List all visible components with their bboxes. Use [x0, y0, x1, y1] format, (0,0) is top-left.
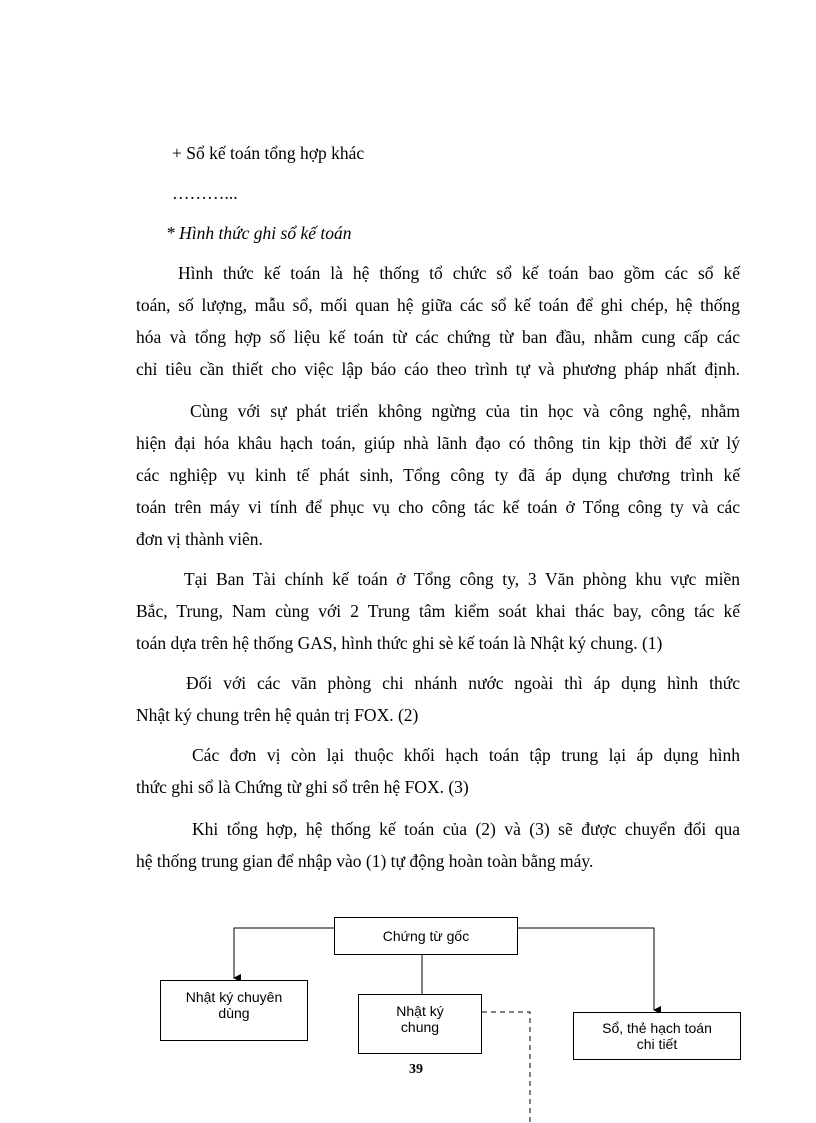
- paragraph-2-line-2: hiện đại hóa khâu hạch toán, giúp nhà lãnh đạo có thông tin kịp thời để xử lý: [136, 433, 740, 453]
- paragraph-1-line-2: toán, số lượng, mẫu sổ, mối quan hệ giữa các sổ kế toán để ghi chép, hệ thống: [136, 295, 740, 315]
- connector-root-to-right: [517, 928, 654, 1010]
- paragraph-4-line-1: Đối với các văn phòng chi nhánh nước ngoài thì áp dụng hình thức: [186, 673, 740, 693]
- paragraph-1-line-1: Hình thức kế toán là hệ thống tổ chức sổ kế toán bao gồm các sổ kế: [178, 263, 740, 283]
- paragraph-3-line-3: toán dựa trên hệ thống GAS, hình thức ghi sè kế toán là Nhật ký chung. (1): [136, 633, 663, 653]
- paragraph-3-line-2: Bắc, Trung, Nam cùng với 2 Trung tâm kiểm soát khai thác bay, công tác kế: [136, 601, 740, 621]
- paragraph-2-line-3: các nghiệp vụ kinh tế phát sinh, Tổng công ty đã áp dụng chương trình kế: [136, 465, 740, 485]
- paragraph-1-line-3: hóa và tổng hợp số liệu kế toán từ các chứng từ ban đầu, nhằm cung cấp các: [136, 327, 740, 347]
- paragraph-2-line-1: Cùng với sự phát triển không ngừng của tin học và công nghệ, nhằm: [190, 401, 740, 421]
- paragraph-3-line-1: Tại Ban Tài chính kế toán ở Tổng công ty, 3 Văn phòng khu vực miền: [184, 569, 740, 589]
- box-so-the-hach-toan: [573, 1012, 741, 1060]
- paragraph-2-line-5: đơn vị thành viên.: [136, 529, 263, 549]
- section-heading: * Hình thức ghi sổ kế toán: [166, 223, 352, 243]
- list-item-so-ke-toan: + Sổ kế toán tổng hợp khác: [172, 143, 365, 163]
- paragraph-2-line-4: toán trên máy vi tính để phục vụ cho công tác kế toán ở Tổng công ty và các: [136, 497, 740, 517]
- dashed-connector-middle: [482, 1012, 530, 1123]
- box-nhat-ky-chuyen-dung: [160, 980, 308, 1041]
- paragraph-4-line-2: Nhật ký chung trên hệ quản trị FOX. (2): [136, 705, 419, 725]
- connector-root-to-left: [234, 928, 334, 978]
- box-chung-tu-goc-label: Chứng từ gốc: [382, 928, 470, 944]
- box-middle-line-1: Nhật ký: [396, 1003, 444, 1019]
- paragraph-1-line-4: chỉ tiêu cần thiết cho việc lập báo cáo theo trình tự và phương pháp nhất định.: [136, 359, 740, 379]
- box-left-line-1: Nhật ký chuyên: [185, 989, 283, 1005]
- page-number: 39: [409, 1062, 423, 1077]
- ellipsis-line: ………...: [172, 183, 238, 203]
- box-right-line-2: chi tiết: [636, 1036, 678, 1052]
- paragraph-6-line-2: hệ thống trung gian để nhập vào (1) tự động hoàn toàn bằng máy.: [136, 851, 594, 871]
- box-nhat-ky-chung: [358, 994, 482, 1054]
- box-left-line-2: dùng: [218, 1005, 250, 1021]
- paragraph-5-line-1: Các đơn vị còn lại thuộc khối hạch toán tập trung lại áp dụng hình: [192, 745, 740, 765]
- box-right-line-1: Sổ, thẻ hạch toán: [602, 1020, 712, 1036]
- box-chung-tu-goc: [334, 917, 518, 955]
- paragraph-6-line-1: Khi tổng hợp, hệ thống kế toán của (2) và (3) sẽ được chuyển đổi qua: [192, 819, 740, 839]
- box-middle-line-2: chung: [400, 1019, 440, 1035]
- paragraph-5-line-2: thức ghi sổ là Chứng từ ghi sổ trên hệ FOX. (3): [136, 777, 469, 797]
